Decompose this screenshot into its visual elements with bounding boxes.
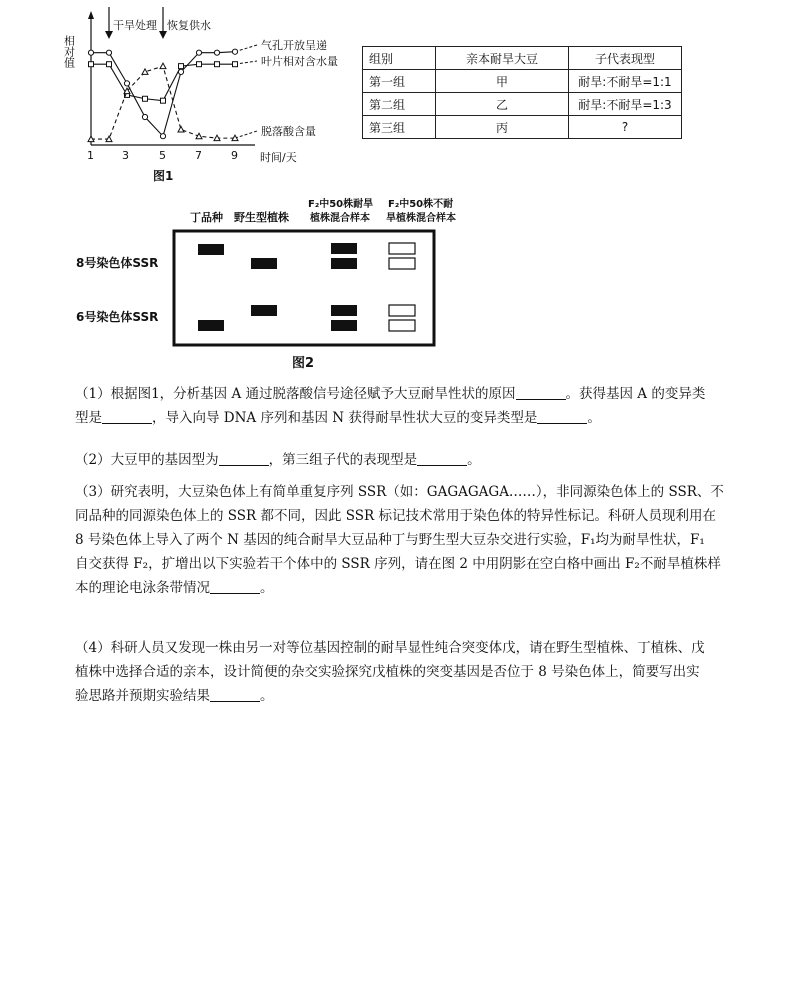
table-cell: 耐旱:不耐旱=1:3 <box>569 93 682 116</box>
answer-blank[interactable] <box>219 451 269 466</box>
row-label-chr6: 6号染色体SSR <box>76 310 159 324</box>
band-blank-chr8-lower <box>389 258 415 269</box>
x-tick-5: 5 <box>159 149 166 162</box>
figure1-caption: 图1 <box>153 169 174 183</box>
question-text: ，第三组子代的表现型是 <box>268 452 418 468</box>
row-label-chr8: 8号染色体SSR <box>76 256 159 270</box>
band-tolerant-chr8-upper <box>331 243 357 254</box>
restore-arrow-head <box>159 31 167 39</box>
band-blank-chr8-upper <box>389 243 415 254</box>
series-line-1 <box>91 64 235 100</box>
point-square-7 <box>215 62 220 67</box>
y-axis-label: 相对值 <box>62 35 76 68</box>
legend-aba: 脱落酸含量 <box>261 125 316 138</box>
answer-blank[interactable] <box>516 385 566 400</box>
answer-blank[interactable] <box>102 409 152 424</box>
table-row <box>363 116 682 139</box>
band-blank-chr6-lower <box>389 320 415 331</box>
point-triangle-4 <box>160 63 166 68</box>
question-text: （1）根据图1，分析基因 A 通过脱落酸信号途径赋予大豆耐旱性状的原因 <box>75 386 516 402</box>
table-header: 组别 <box>363 47 436 70</box>
legend-connector-1 <box>235 61 257 64</box>
question-4 <box>75 636 735 708</box>
question-text: 植株中选择合适的亲本，设计简便的杂交实验探究戊植株的突变基因是否位于 8 号染色体上，简要写出实 <box>75 664 700 680</box>
question-text: （3）研究表明，大豆染色体上有简单重复序列 SSR（如：GAGAGAGA……），非同源染色体上的 SSR、不 <box>75 484 724 500</box>
x-tick-3: 3 <box>122 149 129 162</box>
question-text: 。 <box>260 580 274 596</box>
table-cell: 甲 <box>436 70 569 93</box>
table-cell: 耐旱:不耐旱=1:1 <box>569 70 682 93</box>
point-triangle-3 <box>142 69 148 74</box>
col-label-tolerant-1: F₂中50株耐旱 <box>308 199 374 210</box>
band-blank-chr6-upper <box>389 305 415 316</box>
table-row <box>363 70 682 93</box>
table-cell: 第一组 <box>363 70 436 93</box>
col-label-ding: 丁品种 <box>190 211 223 224</box>
band-tolerant-chr8-lower <box>331 258 357 269</box>
point-triangle-5 <box>178 126 184 132</box>
table-header: 亲本耐旱大豆 <box>436 47 569 70</box>
question-2 <box>75 448 735 472</box>
table-header: 子代表现型 <box>569 47 682 70</box>
restore-label: 恢复供水 <box>167 19 211 32</box>
table-cell: 丙 <box>436 116 569 139</box>
question-text: （4）科研人员又发现一株由另一对等位基因控制的耐旱显性纯合突变体戊，请在野生型植株、丁植株、戊 <box>75 640 705 656</box>
answer-blank[interactable] <box>210 579 260 594</box>
question-1 <box>75 382 735 430</box>
question-text: 。 <box>260 688 274 704</box>
question-text: 同品种的同源染色体上的 SSR 都不同，因此 SSR 标记技术常用于染色体的特异性标记。科研人员现利用在 <box>75 508 717 524</box>
x-tick-7: 7 <box>195 149 202 162</box>
answer-blank[interactable] <box>417 451 467 466</box>
x-tick-1: 1 <box>87 149 94 162</box>
figure1-chart <box>55 5 355 185</box>
figure2-caption: 图2 <box>292 356 315 371</box>
question-text: 8 号染色体上导入了两个 N 基因的纯合耐旱大豆品种丁与野生型大豆杂交进行实验，F₁均为耐旱性状，F₁ <box>75 532 705 548</box>
question-text: 型是 <box>75 410 102 426</box>
table-cell: 乙 <box>436 93 569 116</box>
series-layer <box>88 45 257 142</box>
answer-blank[interactable] <box>210 687 260 702</box>
drought-label: 干旱处理 <box>113 19 157 32</box>
point-circle-8 <box>232 49 237 54</box>
y-axis-arrow <box>88 11 94 19</box>
question-text: ，导入向导 DNA 序列和基因 N 获得耐旱性状大豆的变异类型是 <box>152 410 538 426</box>
col-label-wild: 野生型植株 <box>234 211 289 224</box>
band-tolerant-chr6-lower <box>331 320 357 331</box>
point-square-4 <box>161 98 166 103</box>
x-axis-label: 时间/天 <box>260 151 297 164</box>
question-text: 。 <box>587 410 601 426</box>
question-3 <box>75 480 735 600</box>
band-ding-chr8 <box>198 244 224 255</box>
col-label-tolerant-2: 植株混合样本 <box>310 213 370 224</box>
table-row <box>363 93 682 116</box>
legend-connector-0 <box>235 45 257 52</box>
point-circle-7 <box>214 50 219 55</box>
legend-connector-2 <box>235 131 257 138</box>
point-circle-6 <box>196 50 201 55</box>
point-square-8 <box>233 62 238 67</box>
band-wild-chr8 <box>251 258 277 269</box>
answer-blank[interactable] <box>537 409 587 424</box>
legend-stomata: 气孔开放呈递 <box>261 39 327 52</box>
col-label-intolerant-2: 旱植株混合样本 <box>386 213 456 224</box>
point-square-5 <box>179 64 184 69</box>
band-wild-chr6 <box>251 305 277 316</box>
table-cell: ? <box>569 116 682 139</box>
x-tick-9: 9 <box>231 149 238 162</box>
drought-arrow-head <box>105 31 113 39</box>
legend-water: 叶片相对含水量 <box>261 55 338 68</box>
question-text: 本的理论电泳条带情况 <box>75 580 210 596</box>
point-square-6 <box>197 62 202 67</box>
table-header-row <box>363 47 682 70</box>
table-cell: 第三组 <box>363 116 436 139</box>
point-square-3 <box>143 96 148 101</box>
question-text: 。获得基因 A 的变异类 <box>565 386 706 402</box>
col-label-intolerant-1: F₂中50株不耐 <box>388 199 454 210</box>
point-square-1 <box>107 62 112 67</box>
point-square-0 <box>89 62 94 67</box>
question-text: 。 <box>467 452 481 468</box>
figure2-gel <box>60 195 480 375</box>
table-cell: 第二组 <box>363 93 436 116</box>
point-circle-0 <box>88 50 93 55</box>
point-circle-4 <box>160 134 165 139</box>
question-text: 验思路并预期实验结果 <box>75 688 210 704</box>
point-circle-1 <box>106 50 111 55</box>
question-text: （2）大豆甲的基因型为 <box>75 452 219 468</box>
question-text: 自交获得 F₂，扩增出以下实验若干个体中的 SSR 序列，请在图 2 中用阴影在空白格中画出 F₂不耐旱植株样 <box>75 556 721 572</box>
point-circle-2 <box>124 81 129 86</box>
point-circle-3 <box>142 114 147 119</box>
band-tolerant-chr6-upper <box>331 305 357 316</box>
band-ding-chr6 <box>198 320 224 331</box>
group-table <box>362 46 682 139</box>
